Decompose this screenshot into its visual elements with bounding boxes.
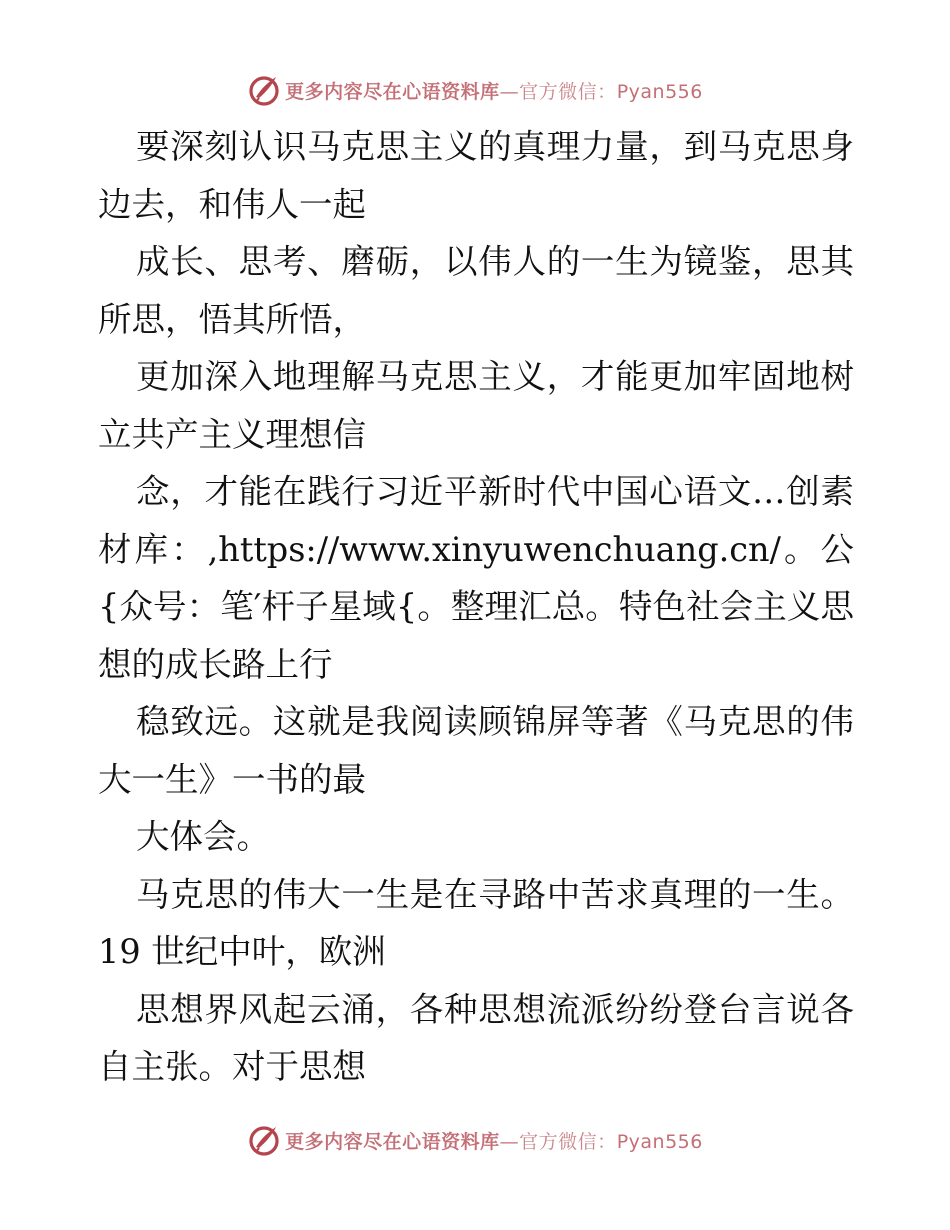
document-body bbox=[98, 118, 854, 1096]
header-banner-dash: — bbox=[499, 80, 520, 103]
paragraph-6: 大体会。 bbox=[136, 817, 270, 856]
header-banner-handle: Pyan556 bbox=[616, 80, 703, 103]
paragraph-4: 念，才能在践行习近平新时代中国心语文…创素材库：,https://www.xinyuwenchuang.cn/。公{众号：笔′杆子星域{。整理汇总。特色社会主义思想的成长路上行 bbox=[98, 472, 854, 684]
header-banner-wechat-label: 官方微信： bbox=[519, 80, 617, 103]
header-banner bbox=[0, 72, 950, 108]
quill-logo-icon bbox=[247, 73, 281, 107]
footer-banner-text bbox=[285, 1127, 703, 1154]
paragraph-8: 思想界风起云涌，各种思想流派纷纷登台言说各自主张。对于思想 bbox=[98, 989, 854, 1086]
paragraph-7: 马克思的伟大一生是在寻路中苦求真理的一生。19 世纪中叶，欧洲 bbox=[98, 874, 854, 971]
footer-banner-dash: — bbox=[499, 1130, 520, 1153]
header-banner-text bbox=[285, 77, 703, 104]
footer-banner-wechat-label: 官方微信： bbox=[519, 1130, 617, 1153]
footer-banner bbox=[0, 1122, 950, 1158]
quill-logo-icon bbox=[247, 1123, 281, 1157]
paragraph-2: 成长、思考、磨砺，以伟人的一生为镜鉴，思其所思，悟其所悟， bbox=[98, 242, 854, 339]
paragraph-5: 稳致远。这就是我阅读顾锦屏等著《马克思的伟大一生》一书的最 bbox=[98, 702, 854, 799]
header-banner-main: 更多内容尽在心语资料库 bbox=[285, 80, 500, 103]
footer-banner-handle: Pyan556 bbox=[616, 1130, 703, 1153]
paragraph-1: 要深刻认识马克思主义的真理力量，到马克思身边去，和伟人一起 bbox=[98, 127, 854, 224]
paragraph-3: 更加深入地理解马克思主义，才能更加牢固地树立共产主义理想信 bbox=[98, 357, 854, 454]
footer-banner-main: 更多内容尽在心语资料库 bbox=[285, 1130, 500, 1153]
